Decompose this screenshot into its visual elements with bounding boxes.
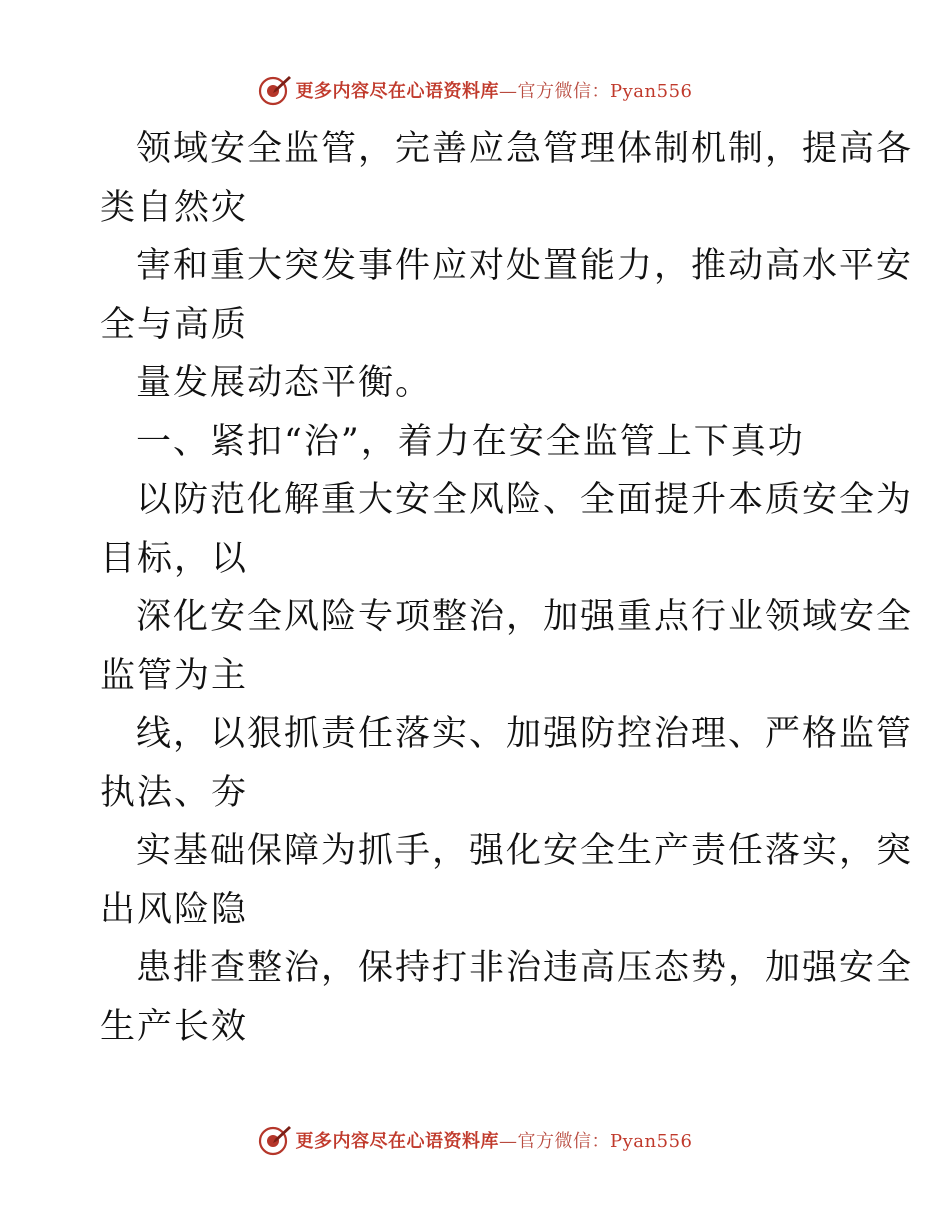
section-heading: 一、紧扣“治”，着力在安全监管上下真功 — [136, 421, 805, 462]
header-banner-main: 更多内容尽在心语资料库 — [295, 81, 500, 102]
body-line-7: 以防范化解重大安全风险、全面提升本质安全为 — [136, 480, 914, 520]
body-line-8: 目标，以 — [100, 538, 249, 579]
footer-banner — [0, 1120, 950, 1160]
footer-banner-dash: —官方微信： — [499, 1131, 611, 1152]
footer-banner-text — [296, 1127, 693, 1153]
footer-banner-id: Pyan556 — [610, 1131, 693, 1152]
pen-seal-icon — [258, 73, 292, 107]
body-line-12: 执法、夯 — [100, 772, 249, 813]
body-line-14: 出风险隐 — [100, 889, 249, 930]
body-line-9: 深化安全风险专项整治，加强重点行业领域安全 — [136, 597, 914, 637]
body-line-10: 监管为主 — [100, 655, 249, 696]
header-banner — [0, 70, 950, 110]
header-banner-text — [296, 77, 693, 103]
header-banner-dash: —官方微信： — [499, 81, 611, 102]
body-line-15: 患排查整治，保持打非治违高压态势，加强安全 — [136, 948, 914, 988]
body-line-2: 类自然灾 — [100, 187, 249, 228]
body-line-16: 生产长效 — [100, 1006, 249, 1047]
body-line-3: 害和重大突发事件应对处置能力，推动高水平安 — [136, 246, 914, 286]
footer-banner-main: 更多内容尽在心语资料库 — [295, 1131, 500, 1152]
document-body — [100, 120, 914, 1056]
header-banner-id: Pyan556 — [610, 81, 693, 102]
body-line-13: 实基础保障为抓手，强化安全生产责任落实，突 — [136, 831, 914, 871]
body-line-5: 量发展动态平衡。 — [136, 363, 433, 403]
body-line-4: 全与高质 — [100, 304, 249, 345]
body-line-11: 线，以狠抓责任落实、加强防控治理、严格监管 — [136, 714, 914, 754]
pen-seal-icon — [258, 1123, 292, 1157]
body-line-1: 领域安全监管，完善应急管理体制机制，提高各 — [136, 129, 914, 169]
